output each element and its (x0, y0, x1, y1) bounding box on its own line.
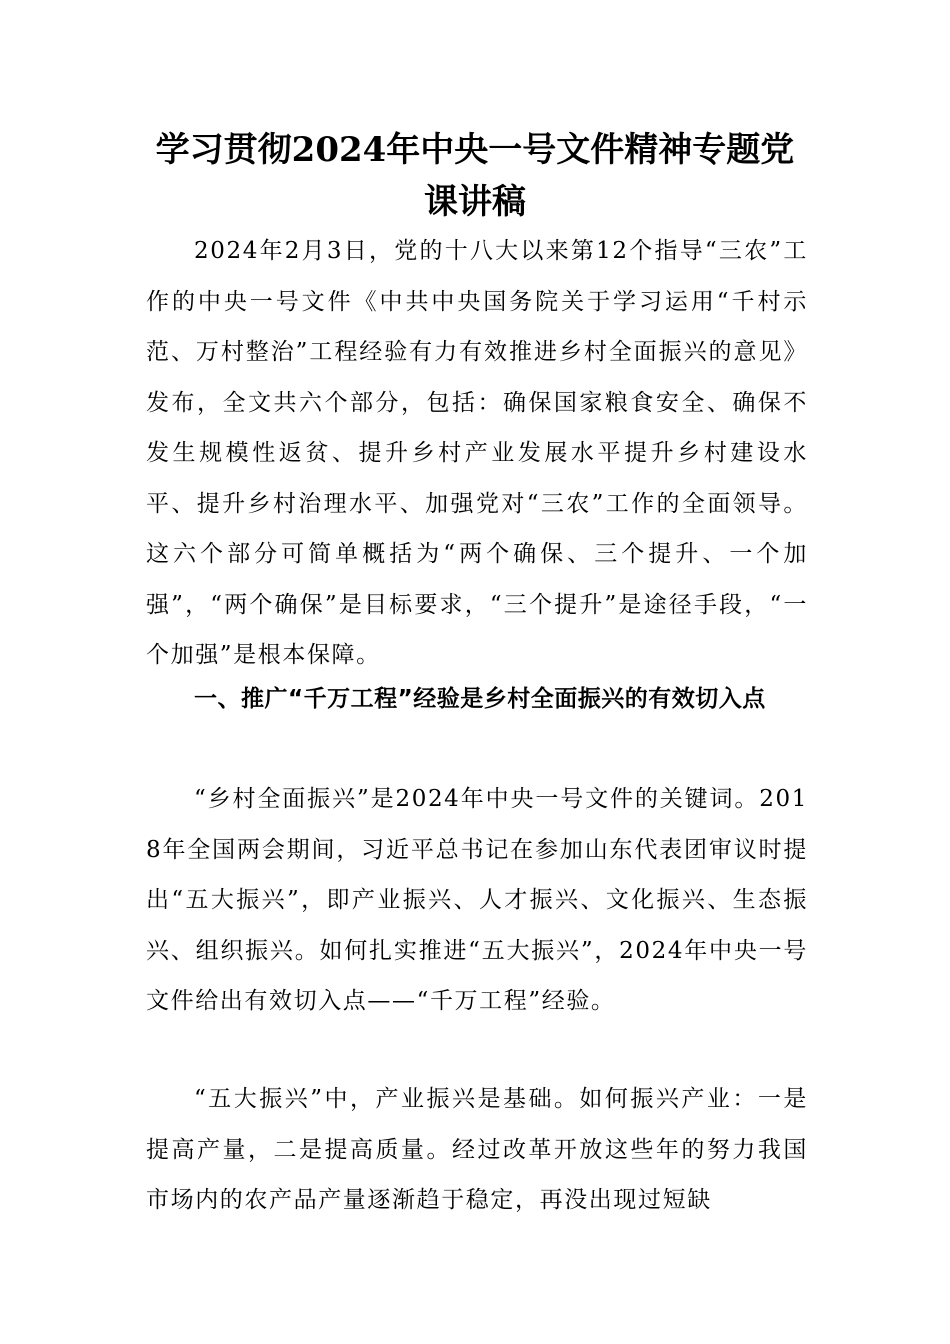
section-heading: 一、推广“千万工程”经验是乡村全面振兴的有效切入点 (194, 686, 766, 712)
body-paragraph: “乡村全面振兴”是2024年中央一号文件的关键词。2018年全国两会期间，习近平总书记在参加山东代表团审议时提出“五大振兴”，即产业振兴、人才振兴、文化振兴、生态振兴、组织振兴。如何扎实推进“五大振兴”，2024年中央一号文件给出有效切入点——“千万工程”经验。 (146, 786, 808, 1014)
document-title: 学习贯彻2024年中央一号文件精神专题党课讲稿 (155, 130, 795, 222)
intro-paragraph: 2024年2月3日，党的十八大以来第12个指导“三农”工作的中央一号文件《中共中央国务院关于学习运用“千村示范、万村整治”工程经验有力有效推进乡村全面振兴的意见》发布，全文共六个部分，包括：确保国家粮食安全、确保不发生规模性返贫、提升乡村产业发展水平提升乡村建设水平、提升乡村治理水平、加强党对“三农”工作的全面领导。这六个部分可简单概括为“两个确保、三个提升、一个加强”，“两个确保”是目标要求，“三个提升”是途径手段，“一个加强”是根本保障。 (146, 238, 808, 668)
body-paragraph: “五大振兴”中，产业振兴是基础。如何振兴产业：一是提高产量，二是提高质量。经过改革开放这些年的努力我国市场内的农产品产量逐渐趋于稳定，再没出现过短缺 (146, 1086, 808, 1213)
